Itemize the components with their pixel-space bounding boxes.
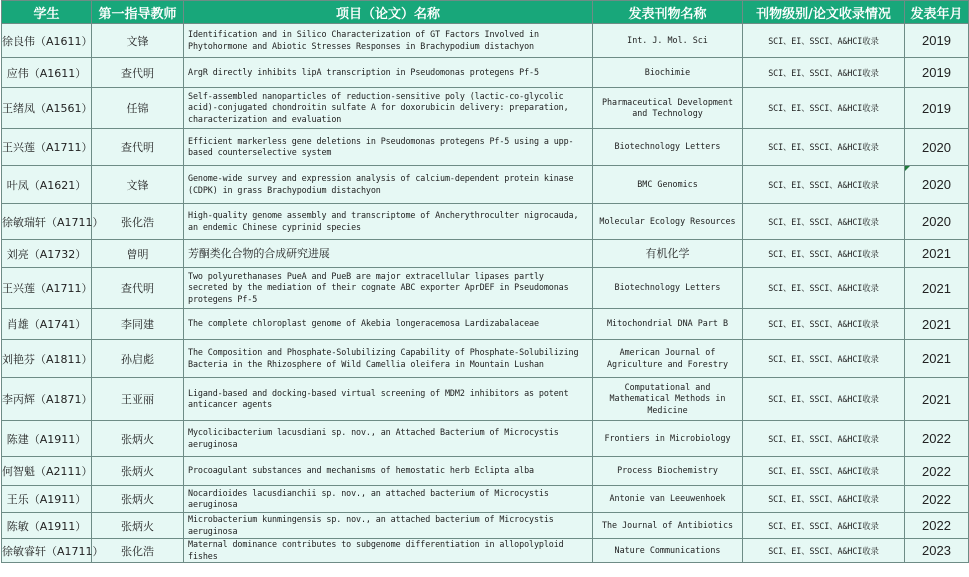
journal-cell: Biotechnology Letters [593, 268, 743, 309]
student-cell: 王兴莲（A1711） [2, 129, 92, 166]
index-cell: SCI、EI、SSCI、A&HCI收录 [743, 486, 905, 513]
journal-cell: American Journal of Agriculture and Forestry [593, 340, 743, 378]
table-row [2, 340, 969, 378]
advisor-cell: 孙启彪 [92, 340, 184, 378]
index-cell: SCI、EI、SSCI、A&HCI收录 [743, 539, 905, 563]
student-cell: 刘亮（A1732） [2, 240, 92, 268]
journal-cell: Biotechnology Letters [593, 129, 743, 166]
year-cell: 2021 [905, 309, 969, 340]
journal-cell: Computational and Mathematical Methods in Medicine [593, 378, 743, 421]
year-cell: 2019 [905, 58, 969, 88]
table-row [2, 58, 969, 88]
index-cell: SCI、EI、SSCI、A&HCI收录 [743, 24, 905, 58]
student-cell: 刘艳芬（A1811） [2, 340, 92, 378]
year-cell: 2020 [905, 129, 969, 166]
advisor-cell: 张化浩 [92, 204, 184, 240]
student-cell: 徐敏睿轩（A1711） [2, 539, 92, 563]
journal-cell: Int. J. Mol. Sci [593, 24, 743, 58]
table-row [2, 166, 969, 204]
year-cell: 2021 [905, 340, 969, 378]
index-cell: SCI、EI、SSCI、A&HCI收录 [743, 268, 905, 309]
advisor-cell: 李同建 [92, 309, 184, 340]
title-cell: High-quality genome assembly and transcriptome of Ancherythroculter nigrocauda, an endemic Chinese cyprinid species [184, 204, 593, 240]
table-row [2, 421, 969, 457]
index-cell: SCI、EI、SSCI、A&HCI收录 [743, 340, 905, 378]
year-cell: 2019 [905, 88, 969, 129]
journal-cell: Frontiers in Microbiology [593, 421, 743, 457]
year-cell: 2023 [905, 539, 969, 563]
table-row [2, 129, 969, 166]
title-cell: Self-assembled nanoparticles of reduction-sensitive poly (lactic-co-glycolic acid)-conjugated chondroitin sulfate A for doxorubicin delivery: preparation, characterization and evaluation [184, 88, 593, 129]
index-cell: SCI、EI、SSCI、A&HCI收录 [743, 88, 905, 129]
header-journal: 发表刊物名称 [593, 1, 743, 24]
journal-cell: Pharmaceutical Development and Technology [593, 88, 743, 129]
student-cell: 陈敏（A1911） [2, 513, 92, 539]
student-cell: 王乐（A1911） [2, 486, 92, 513]
title-cell: ArgR directly inhibits lipA transcription in Pseudomonas protegens Pf-5 [184, 58, 593, 88]
table-row [2, 88, 969, 129]
advisor-cell: 文锋 [92, 166, 184, 204]
student-cell: 何智魁（A2111） [2, 457, 92, 486]
title-cell: The complete chloroplast genome of Akebia longeracemosa Lardizabalaceae [184, 309, 593, 340]
index-cell: SCI、EI、SSCI、A&HCI收录 [743, 378, 905, 421]
journal-cell: Molecular Ecology Resources [593, 204, 743, 240]
student-cell: 陈建（A1911） [2, 421, 92, 457]
year-cell: 2021 [905, 240, 969, 268]
advisor-cell: 张化浩 [92, 539, 184, 563]
advisor-cell: 张炳火 [92, 513, 184, 539]
header-year: 发表年月 [905, 1, 969, 24]
title-cell: Procoagulant substances and mechanisms of hemostatic herb Eclipta alba [184, 457, 593, 486]
advisor-cell: 查代明 [92, 58, 184, 88]
table-row [2, 309, 969, 340]
index-cell: SCI、EI、SSCI、A&HCI收录 [743, 513, 905, 539]
advisor-cell: 张炳火 [92, 486, 184, 513]
index-cell: SCI、EI、SSCI、A&HCI收录 [743, 421, 905, 457]
year-cell: 2022 [905, 513, 969, 539]
table-row [2, 378, 969, 421]
student-cell: 王兴莲（A1711） [2, 268, 92, 309]
advisor-cell: 曾明 [92, 240, 184, 268]
journal-cell: Process Biochemistry [593, 457, 743, 486]
journal-cell: Mitochondrial DNA Part B [593, 309, 743, 340]
index-cell: SCI、EI、SSCI、A&HCI收录 [743, 166, 905, 204]
title-cell: Maternal dominance contributes to subgenome differentiation in allopolyploid fishes [184, 539, 593, 563]
advisor-cell: 张炳火 [92, 457, 184, 486]
table-row [2, 486, 969, 513]
table-row [2, 240, 969, 268]
advisor-cell: 张炳火 [92, 421, 184, 457]
advisor-cell: 查代明 [92, 268, 184, 309]
year-cell: 2022 [905, 457, 969, 486]
student-cell: 李丙辉（A1871） [2, 378, 92, 421]
journal-cell: BMC Genomics [593, 166, 743, 204]
index-cell: SCI、EI、SSCI、A&HCI收录 [743, 204, 905, 240]
student-cell: 叶凤（A1621） [2, 166, 92, 204]
index-cell: SCI、EI、SSCI、A&HCI收录 [743, 309, 905, 340]
header-student: 学生 [2, 1, 92, 24]
title-cell: Identification and in Silico Characterization of GT Factors Involved in Phytohormone and Abiotic Stresses Responses in Brachypodium distachyon [184, 24, 593, 58]
table-row [2, 268, 969, 309]
student-cell: 徐良伟（A1611） [2, 24, 92, 58]
journal-cell: The Journal of Antibiotics [593, 513, 743, 539]
index-cell: SCI、EI、SSCI、A&HCI收录 [743, 58, 905, 88]
title-cell: The Composition and Phosphate-Solubilizing Capability of Phosphate-Solubilizing Bacteria in the Rhizosphere of Wild Camellia oleifera in Mountain Lushan [184, 340, 593, 378]
journal-cell: Biochimie [593, 58, 743, 88]
table-row [2, 457, 969, 486]
advisor-cell: 查代明 [92, 129, 184, 166]
title-cell: Ligand-based and docking-based virtual screening of MDM2 inhibitors as potent anticancer agents [184, 378, 593, 421]
header-advisor: 第一指导教师 [92, 1, 184, 24]
student-cell: 应伟（A1611） [2, 58, 92, 88]
student-cell: 徐敏瑞轩（A1711） [2, 204, 92, 240]
title-cell: Nocardioides lacusdianchii sp. nov., an attached bacterium of Microcystis aeruginosa [184, 486, 593, 513]
table-row [2, 513, 969, 539]
year-cell: 2021 [905, 378, 969, 421]
table-header [2, 1, 969, 24]
index-cell: SCI、EI、SSCI、A&HCI收录 [743, 129, 905, 166]
header-index: 刊物级别/论文收录情况 [743, 1, 905, 24]
student-cell: 肖雄（A1741） [2, 309, 92, 340]
header-row [2, 1, 969, 24]
index-cell: SCI、EI、SSCI、A&HCI收录 [743, 457, 905, 486]
year-cell: 2022 [905, 486, 969, 513]
index-cell: SCI、EI、SSCI、A&HCI收录 [743, 240, 905, 268]
title-cell: Microbacterium kunmingensis sp. nov., an attached bacterium of Microcystis aeruginosa [184, 513, 593, 539]
journal-cell: 有机化学 [593, 240, 743, 268]
title-cell: Efficient markerless gene deletions in Pseudomonas protegens Pf-5 using a upp-based counterselective system [184, 129, 593, 166]
header-title: 项目（论文）名称 [184, 1, 593, 24]
table-row [2, 204, 969, 240]
advisor-cell: 任锦 [92, 88, 184, 129]
year-cell: 2019 [905, 24, 969, 58]
student-cell: 王绪凤（A1561） [2, 88, 92, 129]
title-cell: Mycolicibacterium lacusdiani sp. nov., an Attached Bacterium of Microcystis aeruginosa [184, 421, 593, 457]
year-cell: 2020 [905, 166, 969, 204]
advisor-cell: 王亚丽 [92, 378, 184, 421]
title-cell: Two polyurethanases PueA and PueB are major extracellular lipases partly secreted by the mediation of their cognate ABC exporter AprDEF in Pseudomonas protegens Pf-5 [184, 268, 593, 309]
title-cell: 芳酮类化合物的合成研究进展 [184, 240, 593, 268]
advisor-cell: 文锋 [92, 24, 184, 58]
table-body [2, 24, 969, 563]
year-cell: 2021 [905, 268, 969, 309]
table-row [2, 24, 969, 58]
publications-table [1, 0, 969, 563]
year-cell: 2020 [905, 204, 969, 240]
journal-cell: Antonie van Leeuwenhoek [593, 486, 743, 513]
table-row [2, 539, 969, 563]
year-cell: 2022 [905, 421, 969, 457]
journal-cell: Nature Communications [593, 539, 743, 563]
title-cell: Genome-wide survey and expression analysis of calcium-dependent protein kinase (CDPK) in grass Brachypodium distachyon [184, 166, 593, 204]
